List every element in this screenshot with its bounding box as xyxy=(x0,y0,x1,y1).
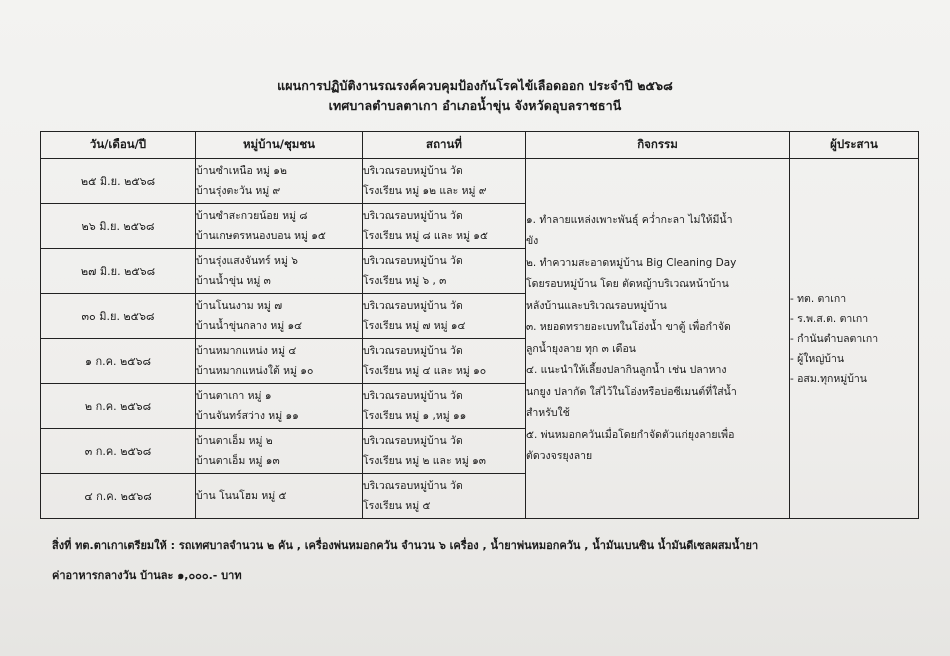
village-line: บ้านซำเหนือ หมู่ ๑๒ xyxy=(196,165,287,177)
village-cell xyxy=(196,204,363,249)
date-cell: ๓ ก.ค. ๒๕๖๘ xyxy=(41,429,196,474)
place-line: โรงเรียน หมู่ ๖ , ๓ xyxy=(363,275,447,287)
village-cell xyxy=(196,384,363,429)
coordinators-cell xyxy=(790,159,919,519)
village-line: บ้านจันทร์สว่าง หมู่ ๑๑ xyxy=(196,410,299,422)
coordinator-item: - ผู้ใหญ่บ้าน xyxy=(790,352,845,365)
header-activity: กิจกรรม xyxy=(526,132,790,159)
date-cell: ๒๗ มิ.ย. ๒๕๖๘ xyxy=(41,249,196,294)
village-cell xyxy=(196,294,363,339)
village-line: บ้านโนนงาม หมู่ ๗ xyxy=(196,300,283,312)
place-line: โรงเรียน หมู่ ๔ และ หมู่ ๑๐ xyxy=(363,365,487,377)
coordinator-item: - อสม.ทุกหมู่บ้าน xyxy=(790,372,867,385)
place-cell xyxy=(363,294,526,339)
activity-line: นกยูง ปลากัด ใส่ไว้ในโอ่งหรือบ่อซีเมนต์ที่ใส่น้ำ xyxy=(526,385,737,398)
place-line: บริเวณรอบหมู่บ้าน วัด xyxy=(363,300,463,312)
place-cell xyxy=(363,474,526,519)
activity-line: ขัง xyxy=(526,235,539,247)
activity-line: ๑. ทำลายแหล่งเพาะพันธุ์ คว่ำกะลา ไม่ให้มีน้ำ xyxy=(526,213,733,226)
activity-line: ๔. แนะนำให้เลี้ยงปลากินลูกน้ำ เช่น ปลาหาง xyxy=(526,364,727,376)
place-cell xyxy=(363,159,526,204)
place-line: บริเวณรอบหมู่บ้าน วัด xyxy=(363,165,463,177)
activity-line: หลังบ้านและบริเวณรอบหมู่บ้าน xyxy=(526,299,667,312)
village-line: บ้านตาเอ็ม หมู่ ๒ xyxy=(196,435,273,447)
village-cell xyxy=(196,429,363,474)
place-line: บริเวณรอบหมู่บ้าน วัด xyxy=(363,255,463,267)
village-line: บ้าน โนนโฮม หมู่ ๕ xyxy=(196,490,287,502)
footer-supplies-note: สิ่งที่ ทต.ตาเกาเตรียมให้ : รถเทศบาลจำนวน ๒ คัน , เครื่องพ่นหมอกควัน จำนวน ๖ เครื่อง , น้ำยาพ่นหมอกควัน , น้ำมันเบนซิน น้ำมันดีเซลผสมน้ำยา xyxy=(52,539,759,552)
date-cell: ๓๐ มิ.ย. ๒๕๖๘ xyxy=(41,294,196,339)
place-cell xyxy=(363,429,526,474)
activity-line: ลูกน้ำยุงลาย ทุก ๓ เดือน xyxy=(526,342,636,355)
village-line: บ้านรุ่งแสงจันทร์ หมู่ ๖ xyxy=(196,255,298,267)
place-line: บริเวณรอบหมู่บ้าน วัด xyxy=(363,480,463,492)
activity-line: ๒. ทำความสะอาดหมู่บ้าน Big Cleaning Day xyxy=(526,256,737,269)
village-cell xyxy=(196,339,363,384)
place-cell xyxy=(363,339,526,384)
place-line: บริเวณรอบหมู่บ้าน วัด xyxy=(363,345,463,357)
village-line: บ้านตาเกา หมู่ ๑ xyxy=(196,390,272,402)
header-date: วัน/เดือน/ปี xyxy=(41,132,196,159)
document-title: แผนการปฏิบัติงานรณรงค์ควบคุมป้องกันโรคไข้เลือดออก ประจำปี ๒๕๖๘ xyxy=(277,78,673,93)
date-cell: ๒ ก.ค. ๒๕๖๘ xyxy=(41,384,196,429)
activity-line: โดยรอบหมู่บ้าน โดย ตัดหญ้าบริเวณหน้าบ้าน xyxy=(526,278,729,290)
place-line: โรงเรียน หมู่ ๑๒ และ หมู่ ๙ xyxy=(363,185,487,197)
village-line: บ้านน้ำขุ่น หมู่ ๓ xyxy=(196,275,271,287)
village-cell xyxy=(196,474,363,519)
village-cell xyxy=(196,249,363,294)
header-coordinator: ผู้ประสาน xyxy=(790,132,919,159)
village-line: บ้านตาเอ็ม หมู่ ๑๓ xyxy=(196,455,280,467)
activity-line: สำหรับใช้ xyxy=(526,407,570,419)
activity-line: ตัดวงจรยุงลาย xyxy=(526,450,593,462)
coordinator-item: - กำนันตำบลตาเกา xyxy=(790,332,879,345)
table-header-row xyxy=(41,132,919,159)
document-subtitle: เทศบาลตำบลตาเกา อำเภอน้ำขุ่น จังหวัดอุบลราชธานี xyxy=(328,98,622,113)
coordinator-item: - ทต. ตาเกา xyxy=(790,292,847,305)
village-line: บ้านรุ่งตะวัน หมู่ ๙ xyxy=(196,185,281,197)
place-cell xyxy=(363,384,526,429)
date-cell: ๑ ก.ค. ๒๕๖๘ xyxy=(41,339,196,384)
coordinator-item: - ร.พ.ส.ต. ตาเกา xyxy=(790,312,869,325)
place-line: โรงเรียน หมู่ ๑ ,หมู่ ๑๑ xyxy=(363,410,467,422)
place-cell xyxy=(363,204,526,249)
place-cell xyxy=(363,249,526,294)
activities-cell xyxy=(526,159,790,519)
place-line: บริเวณรอบหมู่บ้าน วัด xyxy=(363,435,463,447)
village-line: บ้านหมากแหน่งใต้ หมู่ ๑๐ xyxy=(196,365,314,377)
header-village: หมู่บ้าน/ชุมชน xyxy=(196,132,363,159)
table-row xyxy=(41,159,919,204)
activity-line: ๓. หยอดทรายอะเบทในโอ่งน้ำ ขาตู้ เพื่อกำจัด xyxy=(526,321,731,333)
village-line: บ้านน้ำขุ่นกลาง หมู่ ๑๔ xyxy=(196,320,303,332)
plan-table xyxy=(40,131,919,519)
date-cell: ๔ ก.ค. ๒๕๖๘ xyxy=(41,474,196,519)
date-cell: ๒๕ มิ.ย. ๒๕๖๘ xyxy=(41,159,196,204)
activity-line: ๕. พ่นหมอกควันเมื่อโดยกำจัดตัวแก่ยุงลายเพื่อ xyxy=(526,428,735,441)
place-line: โรงเรียน หมู่ ๘ และ หมู่ ๑๕ xyxy=(363,230,488,242)
place-line: โรงเรียน หมู่ ๕ xyxy=(363,500,431,512)
footer-lunch-note: ค่าอาหารกลางวัน บ้านละ ๑,๐๐๐.- บาท xyxy=(52,569,242,582)
village-line: บ้านซำสะกวยน้อย หมู่ ๘ xyxy=(196,210,308,222)
date-cell: ๒๖ มิ.ย. ๒๕๖๘ xyxy=(41,204,196,249)
village-line: บ้านเกษตรหนองบอน หมู่ ๑๕ xyxy=(196,230,326,242)
village-cell xyxy=(196,159,363,204)
place-line: บริเวณรอบหมู่บ้าน วัด xyxy=(363,210,463,222)
place-line: บริเวณรอบหมู่บ้าน วัด xyxy=(363,390,463,402)
header-place: สถานที่ xyxy=(363,132,526,159)
place-line: โรงเรียน หมู่ ๒ และ หมู่ ๑๓ xyxy=(363,455,486,467)
place-line: โรงเรียน หมู่ ๗ หมู่ ๑๔ xyxy=(363,320,466,332)
village-line: บ้านหมากแหน่ง หมู่ ๔ xyxy=(196,345,297,357)
